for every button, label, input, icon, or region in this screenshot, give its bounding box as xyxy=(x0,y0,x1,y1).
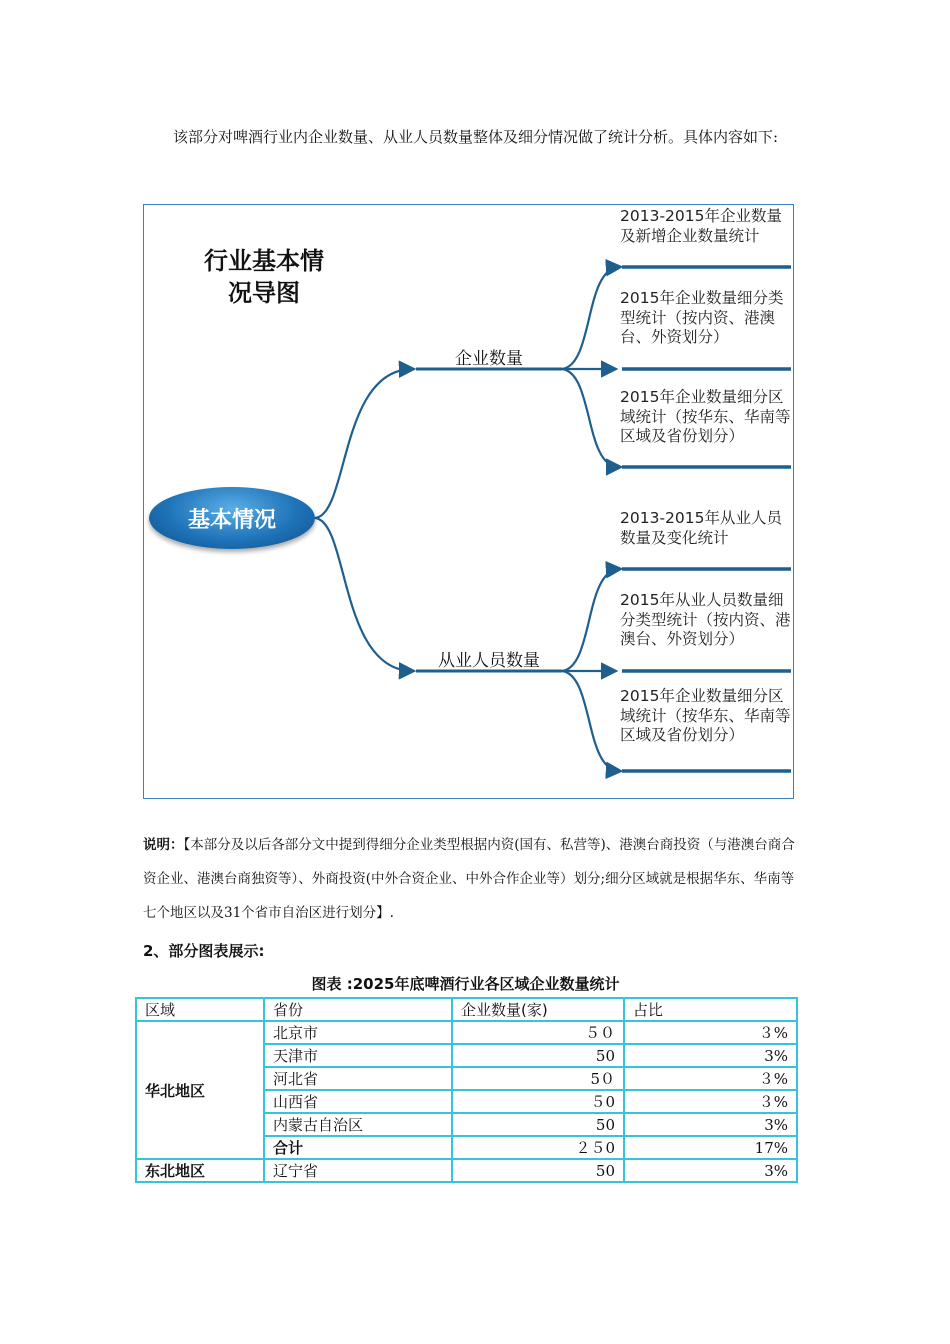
branch-enterprise-count: 企业数量 xyxy=(455,349,523,369)
share-cell: ３% xyxy=(624,1090,797,1113)
connector-root-to-workforce xyxy=(315,518,412,671)
leaf-workforce-region: 2015年企业数量细分区域统计（按华东、华南等区域及省份划分） xyxy=(620,687,791,744)
count-cell: ５0 xyxy=(452,1090,624,1113)
table-caption: 图表 :2025年底啤酒行业各区域企业数量统计 xyxy=(311,975,620,993)
count-cell: ５０ xyxy=(452,1021,624,1044)
leaf-enterprise-yearly: 2013-2015年企业数量及新增企业数量统计 xyxy=(620,207,782,245)
intro-paragraph: 该部分对啤酒行业内企业数量、从业人员数量整体及细分情况做了统计分析。具体内容如下: xyxy=(173,128,779,146)
share-cell: 3% xyxy=(624,1044,797,1067)
mindmap-title xyxy=(184,245,344,309)
share-cell: ３% xyxy=(624,1021,797,1044)
header-count: 企业数量(家) xyxy=(452,998,624,1021)
count-cell: 50 xyxy=(452,1159,624,1182)
province-cell: 天津市 xyxy=(264,1044,452,1067)
count-cell: 50 xyxy=(452,1113,624,1136)
industry-mindmap xyxy=(143,204,794,799)
connector-root-to-enterprise xyxy=(315,369,412,518)
share-cell: 3% xyxy=(624,1113,797,1136)
share-cell: 17% xyxy=(624,1136,797,1159)
count-cell: 5０ xyxy=(452,1067,624,1090)
section-heading: 2、部分图表展示: xyxy=(143,942,265,960)
province-cell: 内蒙古自治区 xyxy=(264,1113,452,1136)
leaf-workforce-yearly: 2013-2015年从业人员数量及变化统计 xyxy=(620,509,782,547)
province-cell: 山西省 xyxy=(264,1090,452,1113)
mindmap-root-node: 基本情况 xyxy=(149,487,315,549)
province-cell: 北京市 xyxy=(264,1021,452,1044)
leaf-enterprise-type: 2015年企业数量细分类型统计（按内资、港澳台、外资划分） xyxy=(620,289,784,346)
connector-workforce-leaf1 xyxy=(562,569,619,671)
header-province: 省份 xyxy=(264,998,452,1021)
mindmap-title-line2: 况导图 xyxy=(228,279,300,307)
note-paragraph xyxy=(143,828,803,930)
note-label: 说明： xyxy=(143,837,184,853)
region-cell: 华北地区 xyxy=(136,1021,264,1159)
mindmap-title-line1: 行业基本情 xyxy=(204,247,324,275)
subtotal-label-cell: 合计 xyxy=(264,1136,452,1159)
leaf-workforce-type: 2015年从业人员数量细分类型统计（按内资、港澳台、外资划分） xyxy=(620,591,791,648)
table-row xyxy=(136,1159,797,1182)
connector-workforce-leaf3 xyxy=(562,671,619,771)
table-header-row xyxy=(136,998,797,1021)
count-cell: 50 xyxy=(452,1044,624,1067)
province-cell: 辽宁省 xyxy=(264,1159,452,1182)
table-row xyxy=(136,1021,797,1044)
connector-enterprise-leaf3 xyxy=(562,369,619,467)
branch-workforce-count: 从业人员数量 xyxy=(438,651,540,671)
note-text: 【本部分及以后各部分文中提到得细分企业类型根据内资(国有、私营等)、港澳台商投资（与港澳台商合资企业、港澳台商独资等）、外商投资(中外合资企业、中外合作企业等）划分;细分区域就是根据华东、华南等七个地区以及31个省市自治区进行划分】. xyxy=(143,837,795,921)
share-cell: 3% xyxy=(624,1159,797,1182)
leaf-enterprise-region: 2015年企业数量细分区域统计（按华东、华南等区域及省份划分） xyxy=(620,388,791,445)
header-region: 区域 xyxy=(136,998,264,1021)
region-cell: 东北地区 xyxy=(136,1159,264,1182)
province-cell: 河北省 xyxy=(264,1067,452,1090)
count-cell: ２５0 xyxy=(452,1136,624,1159)
region-enterprise-table xyxy=(135,997,798,1183)
connector-enterprise-leaf1 xyxy=(562,267,619,369)
share-cell: ３% xyxy=(624,1067,797,1090)
header-share: 占比 xyxy=(624,998,797,1021)
